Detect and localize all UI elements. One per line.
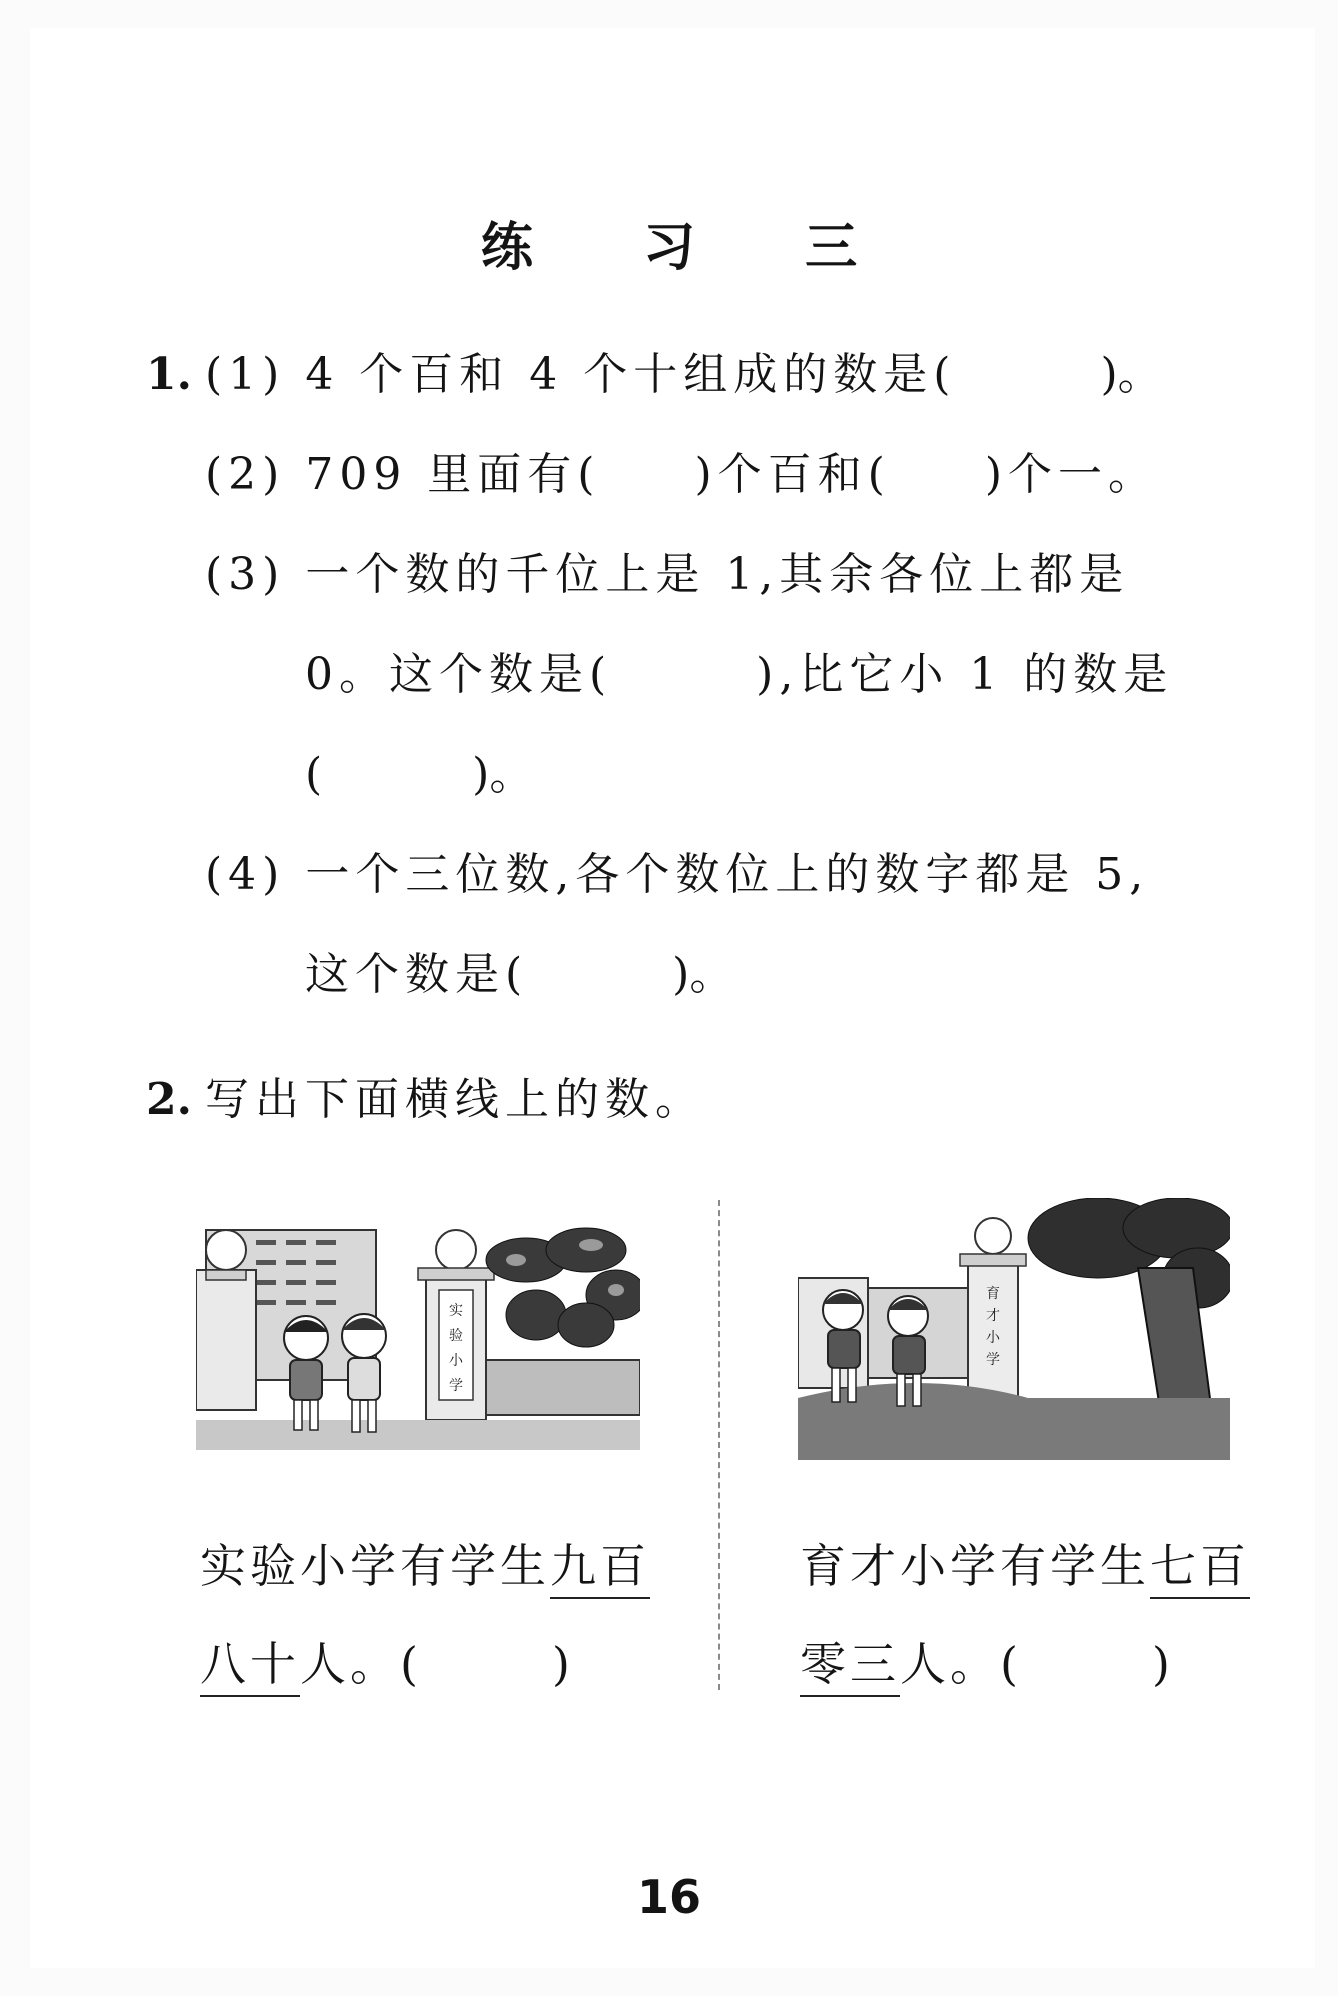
sign-char-2: 验 xyxy=(449,1328,463,1344)
yucai-school-illustration xyxy=(798,1198,1230,1460)
column-divider xyxy=(718,1200,720,1690)
item-2-after-text: )个一。 xyxy=(984,449,1158,500)
question-2-number: 2. xyxy=(146,1074,192,1125)
left-underlined-number-1: 九百 xyxy=(550,1539,650,1599)
item-4-text-1: 一个三位数,各个数位上的数字都是 5, xyxy=(305,849,1150,900)
sign-char-2: 才 xyxy=(986,1308,1000,1324)
sign-char-4: 学 xyxy=(449,1378,463,1394)
item-4-text-2: 这个数是 xyxy=(305,949,505,1000)
right-caption-line-1 xyxy=(800,1536,1250,1596)
question-1-item-2 xyxy=(205,445,1158,505)
experimental-school-illustration xyxy=(196,1220,640,1450)
item-2-label: (2) xyxy=(205,449,286,500)
question-1-item-3-line-2 xyxy=(305,645,1173,705)
sign-char-4: 学 xyxy=(986,1352,1000,1368)
sign-char-3: 小 xyxy=(449,1353,463,1369)
sign-char-1: 实 xyxy=(449,1303,463,1319)
item-3-text-2: 0。这个数是 xyxy=(305,649,589,700)
item-2-open-paren-2: ( xyxy=(867,449,885,500)
item-3-mid-text: ),比它小 1 的数是 xyxy=(756,649,1174,700)
right-caption-end: 人。 xyxy=(900,1637,1000,1691)
item-4-open-paren: ( xyxy=(505,949,523,1000)
item-3-open-paren-1: ( xyxy=(589,649,607,700)
item-1-label: (1) xyxy=(205,349,286,400)
left-caption-end: 人。 xyxy=(300,1637,400,1691)
question-1-item-1 xyxy=(205,345,1162,405)
right-close-paren: ) xyxy=(1151,1637,1174,1691)
item-3-label: (3) xyxy=(205,549,286,600)
item-3-close-paren-2: )。 xyxy=(472,749,534,800)
question-2-prompt: 写出下面横线上的数。 xyxy=(205,1074,705,1125)
item-1-text: 4 个百和 4 个十组成的数是 xyxy=(305,349,934,400)
left-underlined-number-2: 八十 xyxy=(200,1637,300,1697)
left-close-paren: ) xyxy=(551,1637,574,1691)
right-underlined-number-1: 七百 xyxy=(1150,1539,1250,1599)
right-open-paren: ( xyxy=(1000,1637,1022,1691)
left-caption-line-2 xyxy=(200,1634,574,1694)
left-caption-text: 实验小学有学生 xyxy=(200,1539,550,1593)
question-1-number: 1. xyxy=(146,349,192,400)
item-2-open-paren-1: ( xyxy=(577,449,595,500)
right-underlined-number-2: 零三 xyxy=(800,1637,900,1697)
left-caption-line-1 xyxy=(200,1536,650,1596)
item-4-label: (4) xyxy=(205,849,286,900)
question-1-item-3-line-3 xyxy=(305,745,533,805)
right-caption-text: 育才小学有学生 xyxy=(800,1539,1150,1593)
right-caption-line-2 xyxy=(800,1634,1174,1694)
item-3-open-paren-2: ( xyxy=(305,749,323,800)
question-1-item-3-line-1 xyxy=(205,545,1129,605)
item-2-text: 709 里面有 xyxy=(305,449,578,500)
sign-char-1: 育 xyxy=(986,1286,1000,1302)
item-4-close-paren: )。 xyxy=(672,949,734,1000)
item-1-close-paren: )。 xyxy=(1100,349,1162,400)
item-3-text-1: 一个数的千位上是 1,其余各位上都是 xyxy=(305,549,1130,600)
left-open-paren: ( xyxy=(400,1637,422,1691)
exercise-title: 练 习 三 xyxy=(480,217,904,278)
question-1-item-4-line-1 xyxy=(205,845,1149,905)
page-number: 16 xyxy=(636,1870,701,1924)
item-1-open-paren: ( xyxy=(933,349,951,400)
item-2-mid-text: )个百和 xyxy=(694,449,868,500)
question-1-item-4-line-2 xyxy=(305,945,733,1005)
sign-char-3: 小 xyxy=(986,1330,1000,1346)
